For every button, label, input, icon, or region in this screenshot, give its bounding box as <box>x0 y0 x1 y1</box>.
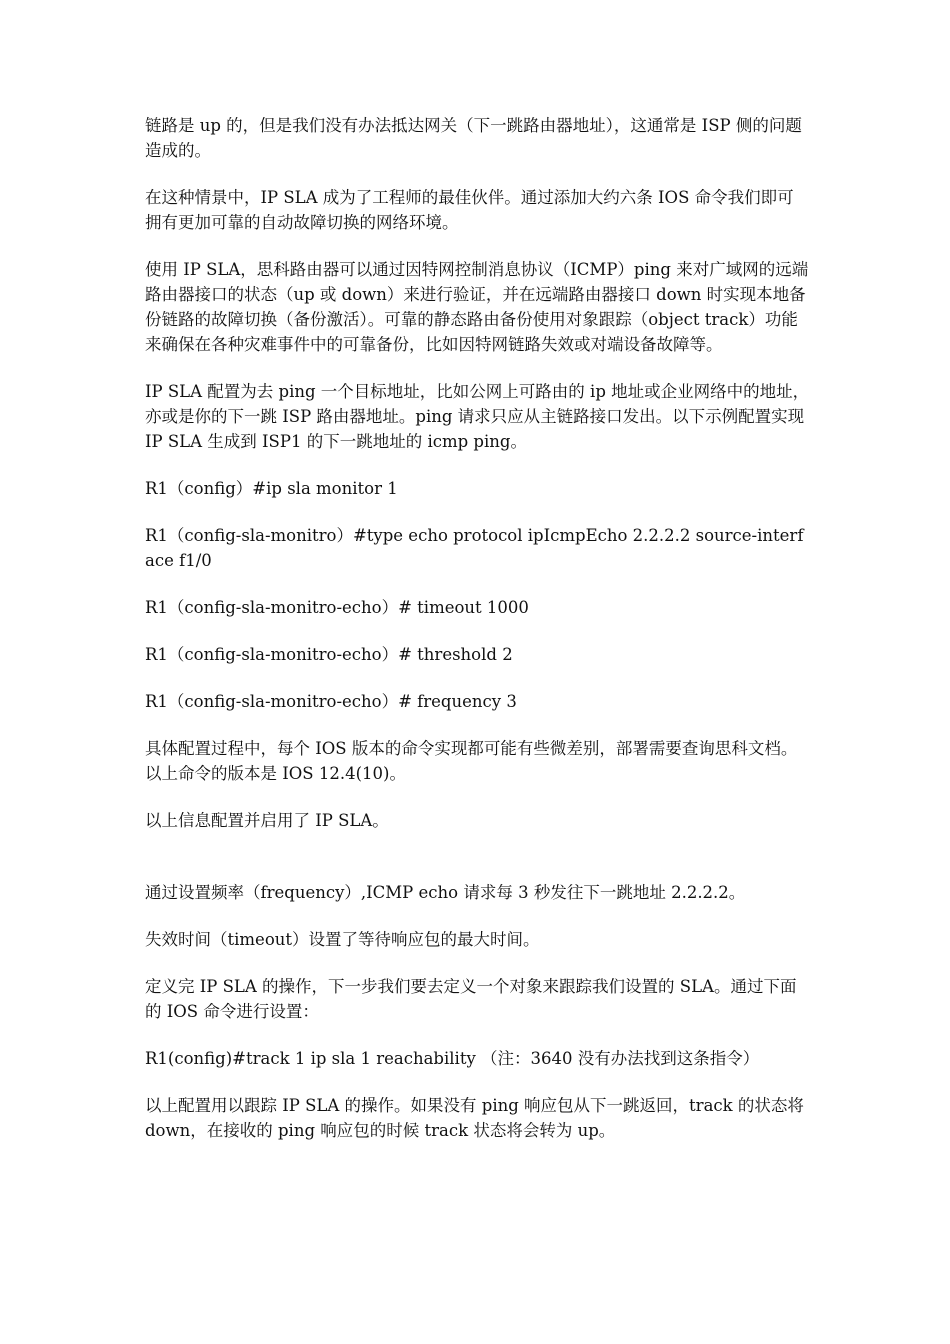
paragraph-ip-sla-usage: 使用 IP SLA，思科路由器可以通过因特网控制消息协议（ICMP）ping 来对广域网的远端路由器接口的状态（up 或 down）来进行验证，并在远端路由器接口 down 时实现本地备份链路的故障切换（备份激活）。可靠的静态路由备份使用对象跟踪（object track）功能来确保在各种灾难事件中的可靠备份，比如因特网链路失效或对端设备故障等。 <box>145 260 809 354</box>
paragraph-ios-version: 具体配置过程中，每个 IOS 版本的命令实现都可能有些微差别，部署需要查询思科文档。以上命令的版本是 IOS 12.4(10)。 <box>145 739 798 783</box>
paragraph-track-state: 以上配置用以跟踪 IP SLA 的操作。如果没有 ping 响应包从下一跳返回，track 的状态将 down，在接收的 ping 响应包的时候 track 状态将会转为 up。 <box>145 1096 804 1140</box>
command-type-echo: R1（config-sla-monitro）#type echo protocol ipIcmpEcho 2.2.2.2 source-interface f1/0 <box>145 526 804 570</box>
paragraph-ip-sla-partner: 在这种情景中，IP SLA 成为了工程师的最佳伙伴。通过添加大约六条 IOS 命令我们即可拥有更加可靠的自动故障切换的网络环境。 <box>145 188 794 232</box>
command-track: R1(config)#track 1 ip sla 1 reachability （注：3640 没有办法找到这条指令） <box>145 1049 760 1068</box>
paragraph-define-track: 定义完 IP SLA 的操作，下一步我们要去定义一个对象来跟踪我们设置的 SLA。通过下面的 IOS 命令进行设置： <box>145 977 797 1021</box>
paragraph-frequency: 通过设置频率（frequency）,ICMP echo 请求每 3 秒发往下一跳地址 2.2.2.2。 <box>145 883 746 902</box>
paragraph-ip-sla-config: IP SLA 配置为去 ping 一个目标地址，比如公网上可路由的 ip 地址或企业网络中的地址，亦或是你的下一跳 ISP 路由器地址。ping 请求只应从主链路接口发出。以下示例配置实现 IP SLA 生成到 ISP1 的下一跳地址的 icmp ping。 <box>145 382 810 451</box>
paragraph-timeout: 失效时间（timeout）设置了等待响应包的最大时间。 <box>145 930 540 949</box>
paragraph-link-up: 链路是 up 的，但是我们没有办法抵达网关（下一跳路由器地址），这通常是 ISP 侧的问题造成的。 <box>145 116 802 160</box>
command-threshold: R1（config-sla-monitro-echo）# threshold 2 <box>145 645 513 664</box>
command-timeout: R1（config-sla-monitro-echo）# timeout 1000 <box>145 598 529 617</box>
command-sla-monitor: R1（config）#ip sla monitor 1 <box>145 479 398 498</box>
document-body <box>145 113 810 1165</box>
paragraph-sla-enabled: 以上信息配置并启用了 IP SLA。 <box>145 811 389 830</box>
command-frequency: R1（config-sla-monitro-echo）# frequency 3 <box>145 692 517 711</box>
